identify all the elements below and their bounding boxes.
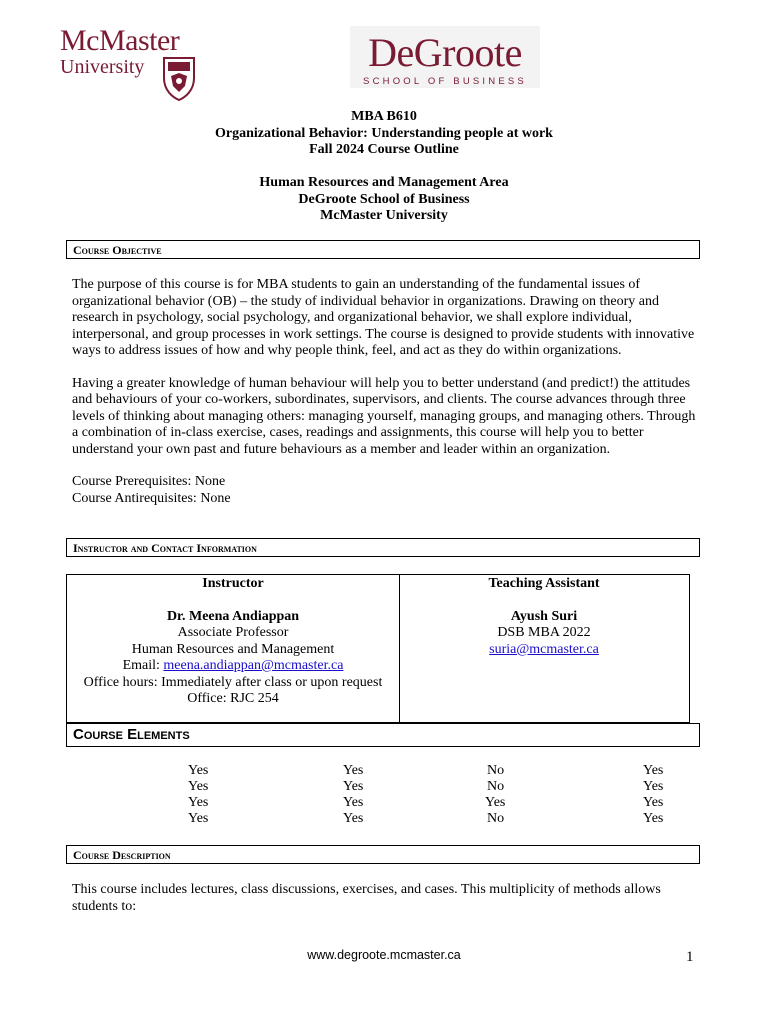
degroote-logo-subtitle: SCHOOL OF BUSINESS xyxy=(363,76,527,87)
element-value: Yes xyxy=(343,795,364,810)
objective-paragraph-1: The purpose of this course is for MBA students to gain an understanding of the fundamental issues of organizational behavior (OB) – the study of individual behavior in organizations. Drawing on theory and research in psychology, social psychology, and organizational behavior, we shall explore individual, interpersonal, and group processes in work settings. The course is designed to provide students with innovative ways to address issues of how and why people think, feel, and act as they do within organizations. xyxy=(72,277,695,358)
element-value: No xyxy=(487,779,505,794)
element-value: Yes xyxy=(188,811,209,826)
antirequisites: Course Antirequisites: None xyxy=(72,490,231,506)
element-value: Yes xyxy=(188,795,209,810)
element-value: Yes xyxy=(188,763,209,778)
element-value: Yes xyxy=(343,811,364,826)
section-heading-elements: Course Elements xyxy=(66,723,700,747)
contact-table xyxy=(66,574,690,723)
ta-name: Ayush Suri xyxy=(510,608,578,624)
instructor-position: Associate Professor xyxy=(177,625,289,640)
course-header xyxy=(0,109,768,159)
instructor-email-line xyxy=(67,658,399,675)
element-value: Yes xyxy=(188,779,209,794)
university-name: McMaster University xyxy=(320,208,448,223)
section-heading-description: Course Description xyxy=(66,845,700,864)
ta-program: DSB MBA 2022 xyxy=(497,625,591,640)
instructor-name: Dr. Meena Andiappan xyxy=(166,608,300,624)
description-text: This course includes lectures, class discussions, exercises, and cases. This multiplicity of methods allows students to: xyxy=(72,882,661,914)
objective-paragraph-2: Having a greater knowledge of human behaviour will help you to better understand (and predict!) the attitudes and behaviours of your co-workers, subordinates, supervisors, and clients. The course advances through three levels of thinking about managing others: managing yourself, managing groups, and managing others. Through a combination of in-class exercise, cases, readings and assignments, this course will help you to better understand your own past and future behaviours as a member and leader within an organization. xyxy=(72,375,696,457)
element-value: Yes xyxy=(343,779,364,794)
instructor-title: Instructor xyxy=(202,576,264,591)
element-value: Yes xyxy=(643,811,664,826)
degroote-logo-name: DeGroote xyxy=(368,30,522,75)
footer-url: www.degroote.mcmaster.ca xyxy=(307,948,461,962)
prerequisites: Course Prerequisites: None xyxy=(72,474,226,489)
area-name: Human Resources and Management Area xyxy=(259,175,509,190)
section-heading-objective: Course Objective xyxy=(66,240,700,259)
department-header xyxy=(0,175,768,225)
course-term: Fall 2024 Course Outline xyxy=(309,142,459,157)
element-value: No xyxy=(487,763,505,778)
instructor-area: Human Resources and Management xyxy=(131,641,335,657)
mcmaster-logo-name: McMaster xyxy=(60,24,180,57)
degroote-logo xyxy=(350,26,540,88)
school-name: DeGroote School of Business xyxy=(298,191,470,207)
course-code: MBA B610 xyxy=(351,109,417,124)
ta-title: Teaching Assistant xyxy=(488,576,600,591)
instructor-office: Office: RJC 254 xyxy=(187,691,279,706)
instructor-column xyxy=(67,575,400,722)
ta-column xyxy=(399,575,689,722)
element-value: Yes xyxy=(643,779,664,794)
ta-email-link[interactable]: suria@mcmaster.ca xyxy=(489,641,599,657)
instructor-office-hours: Office hours: Immediately after class or upon request xyxy=(83,674,383,690)
element-value: Yes xyxy=(643,763,664,778)
objective-body xyxy=(72,277,702,507)
page-number: 1 xyxy=(686,949,694,965)
element-value: Yes xyxy=(485,795,506,810)
mcmaster-logo-university: University xyxy=(60,56,145,78)
element-value: No xyxy=(487,811,505,826)
element-value: Yes xyxy=(643,795,664,810)
section-heading-contact: Instructor and Contact Information xyxy=(66,538,700,557)
mcmaster-crest-icon xyxy=(162,56,196,102)
instructor-email-label: Email: xyxy=(122,658,164,673)
course-title: Organizational Behavior: Understanding people at work xyxy=(215,125,553,141)
instructor-email-link[interactable]: meena.andiappan@mcmaster.ca xyxy=(163,658,344,673)
element-value: Yes xyxy=(343,763,364,778)
